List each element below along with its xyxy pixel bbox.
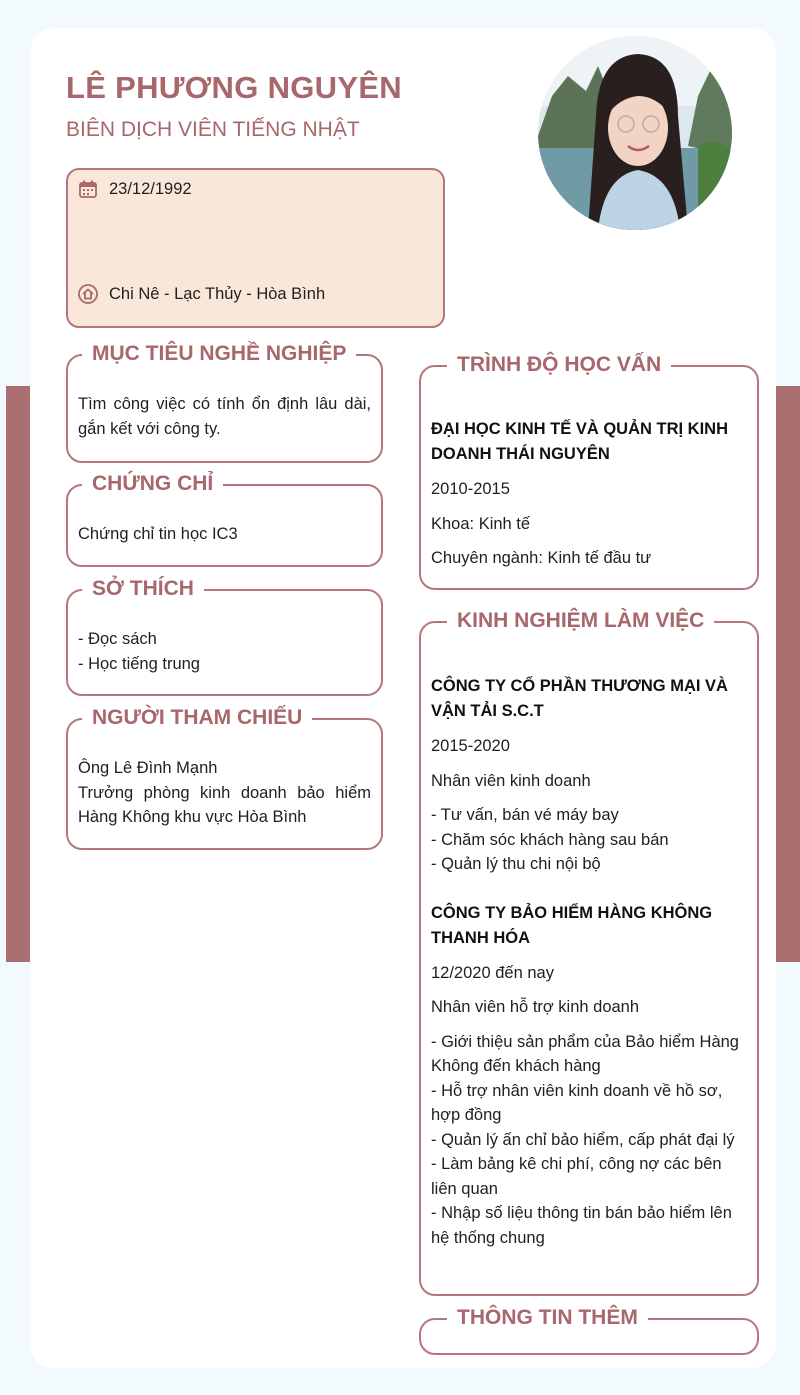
certificates-section bbox=[66, 472, 383, 567]
additional-info-title: THÔNG TIN THÊM bbox=[447, 1305, 648, 1331]
school-name: ĐẠI HỌC KINH TẾ VÀ QUẢN TRỊ KINH DOANH THÁI NGUYÊN bbox=[431, 420, 728, 463]
objective-title: MỤC TIÊU NGHỀ NGHIỆP bbox=[82, 341, 356, 367]
reference-name: Ông Lê Đình Mạnh bbox=[78, 759, 218, 777]
calendar-icon bbox=[78, 179, 98, 199]
home-icon bbox=[78, 284, 98, 304]
avatar-photo bbox=[538, 36, 732, 230]
references-title: NGƯỜI THAM CHIẾU bbox=[82, 705, 312, 731]
birthday-value: 23/12/1992 bbox=[109, 179, 192, 198]
education-section bbox=[419, 353, 759, 590]
experience-title: KINH NGHIỆM LÀM VIỆC bbox=[447, 608, 714, 634]
job-company: CÔNG TY CỔ PHẦN THƯƠNG MẠI VÀ VẬN TẢI S.C.T bbox=[431, 677, 728, 720]
job-duty: - Tư vấn, bán vé máy bay bbox=[431, 806, 619, 824]
job-period: 2015-2020 bbox=[431, 737, 510, 755]
objective-section bbox=[66, 342, 383, 463]
job-duty: - Quản lý ấn chỉ bảo hiểm, cấp phát đại lý bbox=[431, 1130, 735, 1149]
certificate-item: Chứng chỉ tin học IC3 bbox=[78, 525, 238, 543]
avatar bbox=[538, 36, 732, 230]
job-period: 12/2020 đến nay bbox=[431, 963, 554, 982]
education-faculty: Khoa: Kinh tế bbox=[431, 514, 531, 533]
job-company: CÔNG TY BẢO HIỂM HÀNG KHÔNG THANH HÓA bbox=[431, 903, 713, 947]
job-duty: - Nhập số liệu thông tin bán bảo hiểm lên hệ thống chung bbox=[431, 1204, 732, 1247]
education-period: 2010-2015 bbox=[431, 480, 510, 498]
hobby-item: - Học tiếng trung bbox=[78, 654, 200, 673]
education-title: TRÌNH ĐỘ HỌC VẤN bbox=[447, 352, 671, 378]
candidate-title: BIÊN DỊCH VIÊN TIẾNG NHẬT bbox=[66, 118, 360, 141]
hobbies-title: SỞ THÍCH bbox=[82, 576, 204, 602]
job-duty: - Hỗ trợ nhân viên kinh doanh về hồ sơ, hợp đồng bbox=[431, 1081, 723, 1124]
job-duty: - Giới thiệu sản phẩm của Bảo hiểm Hàng Không đến khách hàng bbox=[431, 1032, 739, 1075]
reference-position: Trưởng phòng kinh doanh bảo hiểm Hàng Không khu vực Hòa Bình bbox=[78, 783, 371, 826]
birthday-row bbox=[78, 179, 192, 199]
education-major: Chuyên ngành: Kinh tế đầu tư bbox=[431, 549, 652, 567]
contact-info-box bbox=[66, 168, 445, 328]
job-role: Nhân viên kinh doanh bbox=[431, 771, 591, 790]
job-role: Nhân viên hỗ trợ kinh doanh bbox=[431, 998, 640, 1016]
right-accent-band bbox=[776, 386, 800, 962]
candidate-name: LÊ PHƯƠNG NGUYÊN bbox=[66, 70, 402, 105]
objective-text: Tìm công việc có tính ổn định lâu dài, gắn kết với công ty. bbox=[78, 395, 371, 438]
hobbies-section bbox=[66, 577, 383, 696]
experience-section bbox=[419, 609, 759, 1296]
job-duty: - Quản lý thu chi nội bộ bbox=[431, 855, 601, 873]
hobby-item: - Đọc sách bbox=[78, 630, 157, 648]
job-entry bbox=[431, 901, 747, 1251]
job-duty: - Làm bảng kê chi phí, công nợ các bên liên quan bbox=[431, 1155, 722, 1198]
certificates-title: CHỨNG CHỈ bbox=[82, 471, 223, 497]
additional-info-section bbox=[419, 1306, 759, 1355]
references-section bbox=[66, 706, 383, 850]
left-accent-band bbox=[6, 386, 30, 962]
job-entry bbox=[431, 674, 747, 877]
address-row bbox=[78, 284, 325, 304]
job-duty: - Chăm sóc khách hàng sau bán bbox=[431, 830, 669, 849]
address-value: Chi Nê - Lạc Thủy - Hòa Bình bbox=[109, 284, 326, 303]
